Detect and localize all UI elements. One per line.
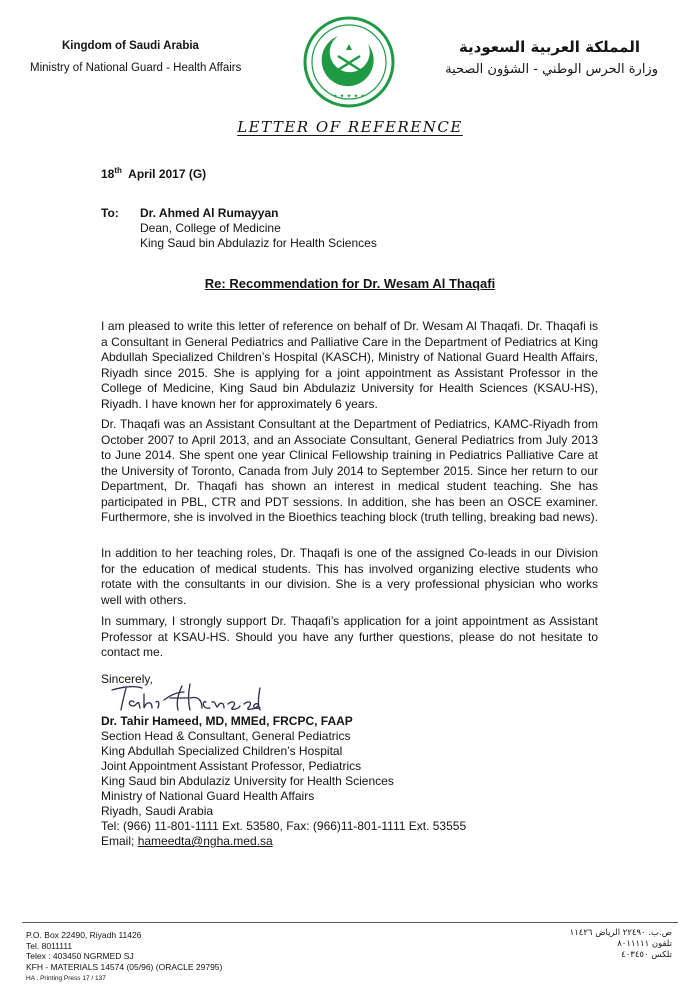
- body-paragraph-2: Dr. Thaqafi was an Assistant Consultant at the Department of Pediatrics, KAMC-Riyadh from October 2007 to April 2013, and an Associate Consultant, General Pediatrics from July 2013 to June 2014. She spent one year Clinical Fellowship training in Pediatrics Palliative Care at the University of Toronto, Canada from July 2014 to September 2015. Since her return to our Department, Dr. Thaqafi has shown an interest in medical student teaching. She has participated in PBL, CTR and PDT sessions. In addition, she has been an OSCE examiner. Furthermore, she is involved in the Bioethics teaching block (truth telling, breaking bad news).: [101, 417, 598, 524]
- body-paragraph-4: In summary, I strongly support Dr. Thaqafi’s application for a joint appointment as Assistant Professor at KSAU-HS. Should you have any further questions, please do not hesitate to contact me.: [101, 614, 598, 659]
- header-country: Kingdom of Saudi Arabia: [62, 40, 199, 52]
- footer-address-arabic: ص.ب. ٢٢٤٩٠ الرياض ١١٤٢٦: [569, 928, 672, 938]
- footer-left: [26, 930, 222, 982]
- footer-telex-arabic: تلكس ٤٠٣٤٥٠: [621, 950, 672, 960]
- footer-tel: Tel. 8011111: [26, 940, 73, 951]
- header-country-arabic: المملكة العربية السعودية: [458, 38, 640, 56]
- signer-line: Joint Appointment Assistant Professor, Pediatrics: [101, 759, 362, 773]
- signer-line: King Saud bin Abdulaziz University for Health Sciences: [101, 774, 394, 788]
- date-rest: April 2017 (G): [128, 167, 207, 181]
- email-label: Email;: [101, 834, 138, 848]
- date-suffix: th: [114, 166, 122, 175]
- recipient-block: [140, 206, 377, 251]
- svg-text:✦ ✦ ✦ ✦ ✦: ✦ ✦ ✦ ✦ ✦: [332, 93, 366, 100]
- signer-block: [101, 714, 466, 849]
- signer-name: Dr. Tahir Hameed, MD, MMEd, FRCPC, FAAP: [101, 714, 353, 728]
- ministry-logo: [298, 14, 400, 110]
- signer-line: Ministry of National Guard Health Affairs: [101, 789, 315, 803]
- footer-tel-arabic: تلفون ٨٠١١١١١: [617, 939, 672, 949]
- header-ministry-arabic: وزارة الحرس الوطني - الشؤون الصحية: [445, 62, 658, 77]
- signer-email-line: [101, 834, 466, 849]
- footer-right-arabic: [570, 928, 672, 961]
- letter-date: [101, 166, 206, 181]
- signer-contact-line: Tel: (966) 11-801-1111 Ext. 53580, Fax: (966)11-801-1111 Ext. 53555: [101, 819, 467, 833]
- recipient-name: Dr. Ahmed Al Rumayyan: [140, 206, 279, 220]
- body-paragraph-1: I am pleased to write this letter of reference on behalf of Dr. Wesam Al Thaqafi. Dr. Thaqafi is a Consultant in General Pediatrics and Palliative Care in the Department of Pediatrics at King Abdullah Specialized Children’s Hospital (KASCH), Ministry of National Guard Health Affairs, Riyadh since 2015. She is applying for a joint appointment as Assistant Professor in the College of Medicine, King Saud bin Abdulaziz University for Health Sciences (KSAU-HS), Riyadh. I have known her for approximately 6 years.: [101, 319, 598, 411]
- handwritten-signature: [108, 680, 273, 714]
- footer-divider: [22, 922, 678, 923]
- date-day: 18: [101, 167, 115, 181]
- to-label: To:: [101, 206, 119, 220]
- subject-line: Re: Recommendation for Dr. Wesam Al Thaqafi: [204, 276, 496, 291]
- recipient-institution: King Saud bin Abdulaziz for Health Sciences: [140, 236, 377, 250]
- footer-telex: Telex : 403450 NGRMED SJ: [26, 951, 134, 961]
- header-ministry: Ministry of National Guard - Health Affairs: [30, 62, 242, 74]
- signer-line: Section Head & Consultant, General Pediatrics: [101, 729, 351, 743]
- signer-line: Riyadh, Saudi Arabia: [101, 804, 214, 818]
- footer-printing: HA . Printing Press 17 / 137: [26, 975, 106, 982]
- footer-form-code: KFH - MATERIALS 14574 (05/96) (ORACLE 29795): [26, 961, 223, 972]
- recipient-title: Dean, College of Medicine: [140, 221, 281, 235]
- footer-address: P.O. Box 22490, Riyadh 11426: [26, 930, 142, 940]
- closing: Sincerely,: [101, 672, 153, 686]
- letter-title: LETTER OF REFERENCE: [237, 118, 463, 136]
- body-paragraph-3: In addition to her teaching roles, Dr. Thaqafi is one of the assigned Co-leads in our Division for the education of medical students. This has involved organizing elective students who rotate with the consultants in our division. She is a very professional physician who works well with others.: [101, 546, 598, 607]
- email-link[interactable]: hameedta@ngha.med.sa: [137, 834, 273, 848]
- signer-line: King Abdullah Specialized Children’s Hospital: [101, 744, 343, 758]
